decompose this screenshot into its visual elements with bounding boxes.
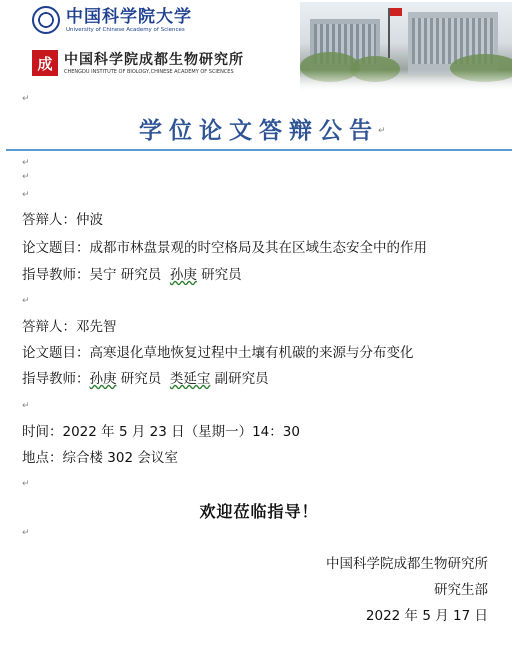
welcome-message: 欢迎莅临指导！ [199, 502, 319, 521]
advisor-name: 吴宁 研究员 [89, 267, 162, 283]
ucas-name-en: University of Chinese Academy of Sciences [66, 26, 185, 33]
cib-name-cn: 中国科学院成都生物研究所 [64, 51, 244, 68]
ucas-seal-icon [32, 6, 60, 34]
cib-logo [32, 50, 244, 76]
advisor-name: 孙庚 [169, 267, 197, 283]
campus-photo [300, 2, 512, 92]
defense1-thesis: 论文题目：成都市林盘景观的时空格局及其在区域生态安全中的作用 [22, 240, 427, 256]
cib-name-en: CHENGDU INSTITUTE OF BIOLOGY,CHINESE ACADEMY OF SCIENCES [64, 68, 234, 75]
defense2-thesis: 论文题目：高寒退化草地恢复过程中土壤有机碳的来源与分布变化 [22, 345, 414, 361]
page-title: 学位论文答辩公告 [139, 117, 379, 144]
ucas-logo [32, 6, 192, 34]
defense2-advisors [22, 370, 269, 388]
signature-dept: 研究生部 [434, 582, 488, 598]
advisor-title: 研究员 [116, 371, 166, 387]
advisor-label: 指导教师： [22, 267, 90, 283]
advisor-label: 指导教师： [22, 371, 90, 387]
advisor-name: 孙庚 [89, 371, 117, 387]
letterhead [0, 0, 518, 96]
defense-time: 时间：2022 年 5 月 23 日（星期一）14：30 [22, 424, 300, 440]
signature-date: 2022 年 5 月 17 日 [365, 608, 488, 624]
title-divider [6, 149, 512, 151]
signature-org: 中国科学院成都生物研究所 [326, 556, 488, 572]
defense1-advisors [22, 266, 242, 284]
advisor-title: 副研究员 [210, 371, 269, 387]
defense1-candidate: 答辩人：仲波 [22, 212, 103, 228]
defense-place: 地点：综合楼 302 会议室 [22, 450, 178, 466]
defense2-candidate: 答辩人：邓先智 [22, 319, 117, 335]
cib-emblem-icon: 成 [32, 50, 58, 76]
advisor-title: 研究员 [196, 267, 242, 283]
ucas-name-cn: 中国科学院大学 [66, 6, 192, 27]
advisor-name: 类延宝 [169, 371, 211, 387]
